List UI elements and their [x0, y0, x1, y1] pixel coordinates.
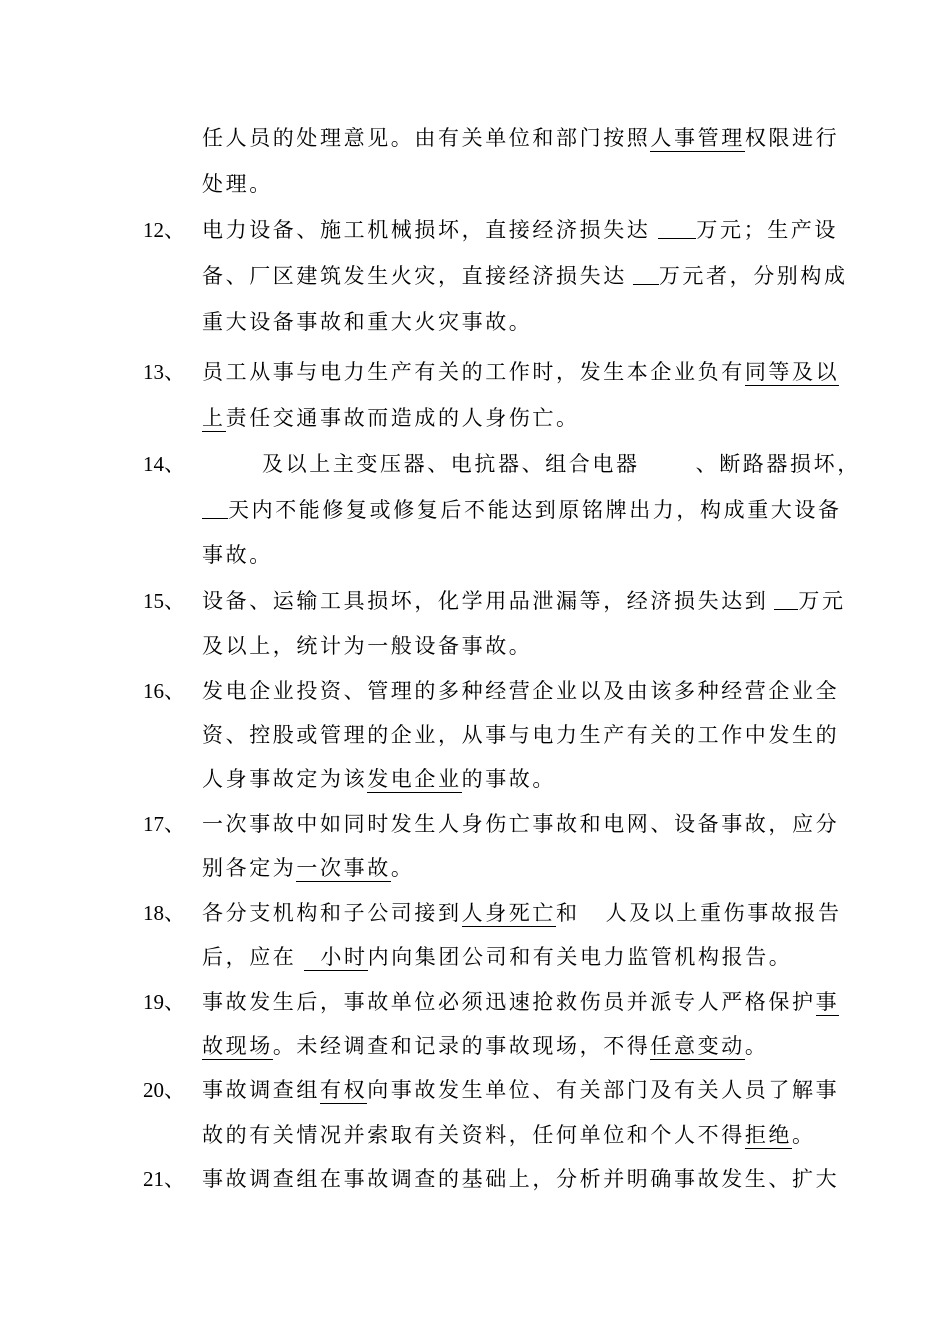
- answer-blank: [774, 587, 798, 610]
- text: 事故。: [202, 543, 273, 567]
- item-16-line-1: [202, 677, 839, 705]
- text: 万元者，分别构成: [658, 264, 848, 288]
- text: 任人员的处理意见。由有关单位和部门按照: [202, 126, 651, 150]
- text: 向事故发生单位、有关部门及有关人员了解事: [367, 1078, 840, 1102]
- item-12-line-1: [202, 216, 838, 244]
- text: 别各定为: [202, 856, 297, 880]
- text: 的事故。: [461, 767, 557, 791]
- text: 资、控股或管理的企业，从事与电力生产有关的工作中发生的: [202, 723, 840, 747]
- filled-answer: 人事管理: [650, 126, 745, 150]
- item-number-21: 21、: [143, 1167, 185, 1191]
- text: 权限进行: [744, 126, 840, 150]
- text: 人及以上重伤事故报告: [605, 901, 842, 925]
- item-20-line-1: [202, 1076, 839, 1104]
- filled-answer: 事: [815, 990, 840, 1014]
- item-number-18: 18、: [143, 901, 185, 925]
- item-14-line-2: [202, 496, 842, 524]
- filled-answer: 发电企业: [367, 767, 462, 791]
- item-14-line-3: [202, 541, 273, 569]
- item-16-line-2: [202, 721, 839, 749]
- text: 电力设备、施工机械损坏，直接经济损失达: [202, 218, 651, 242]
- text: 责任交通事故而造成的人身伤亡。: [225, 406, 580, 430]
- text: 。: [792, 1123, 816, 1147]
- item-15-line-1: [202, 587, 846, 615]
- filled-answer: 有权: [320, 1078, 368, 1102]
- text: 设备、运输工具损坏，化学用品泄漏等，经济损失达到: [202, 589, 769, 613]
- text: 人身事故定为该: [202, 767, 368, 791]
- filled-answer: 一次事故: [296, 856, 391, 880]
- text: 员工从事与电力生产有关的工作时，发生本企业负有: [202, 360, 745, 384]
- item-number-13: 13、: [143, 360, 185, 384]
- text: 发电企业投资、管理的多种经营企业以及由该多种经营企业全: [202, 679, 840, 703]
- text: 各分支机构和子公司接到: [202, 901, 462, 925]
- text: 、断路器损坏，: [695, 452, 861, 476]
- item-12-line-2: [202, 262, 848, 290]
- text: 内向集团公司和有关电力监管机构报告。: [367, 945, 793, 969]
- text: 及以上，统计为一般设备事故。: [202, 634, 533, 658]
- answer-blank: [202, 496, 228, 519]
- filled-answer: 小时: [304, 945, 367, 971]
- item-17-line-2: [202, 854, 414, 882]
- text: 处理。: [202, 172, 273, 196]
- item-11-line-1: [202, 124, 839, 152]
- item-13-line-1: [202, 358, 839, 386]
- item-number-14: 14、: [143, 452, 185, 476]
- item-number-17: 17、: [143, 812, 185, 836]
- text: 万元；生产设: [696, 218, 839, 242]
- filled-answer: 拒绝: [744, 1123, 793, 1147]
- text: 事故发生后，事故单位必须迅速抢救伤员并派专人严格保护: [202, 990, 816, 1014]
- item-number-16: 16、: [143, 679, 185, 703]
- text: 故的有关情况并索取有关资料，任何单位和个人不得: [202, 1123, 745, 1147]
- text: 万元: [798, 589, 846, 613]
- text: 一次事故中如同时发生人身伤亡事故和电网、设备事故，应分: [202, 812, 840, 836]
- item-19-line-2: [202, 1032, 768, 1060]
- item-18-line-2: [202, 943, 792, 971]
- item-21-line-1: [202, 1165, 839, 1193]
- answer-blank: [633, 262, 659, 285]
- item-17-line-1: [202, 810, 839, 838]
- text: 。未经调查和记录的事故现场，不得: [272, 1034, 651, 1058]
- item-11-line-2: [202, 170, 273, 198]
- item-20-line-2: [202, 1121, 816, 1149]
- text: 事故调查组: [202, 1078, 320, 1102]
- item-19-line-1: [202, 988, 839, 1016]
- item-number-20: 20、: [143, 1078, 185, 1102]
- text: 。: [744, 1034, 769, 1058]
- text: 天内不能修复或修复后不能达到原铭牌出力，构成重大设备: [228, 498, 842, 522]
- item-number-19: 19、: [143, 990, 185, 1014]
- item-14-line-1: [202, 450, 861, 478]
- answer-blank: [658, 216, 696, 239]
- filled-answer: 上: [202, 406, 226, 430]
- text: 重大设备事故和重大火灾事故。: [202, 310, 533, 334]
- text: 备、厂区建筑发生火灾，直接经济损失达: [202, 264, 627, 288]
- text: 和: [556, 901, 580, 925]
- text: 。: [390, 856, 415, 880]
- item-18-line-1: [202, 899, 842, 927]
- text: 及以上主变压器、电抗器、组合电器: [262, 452, 640, 476]
- text: 事故调查组在事故调查的基础上，分析并明确事故发生、扩大: [202, 1167, 840, 1191]
- filled-answer: 故现场: [202, 1034, 273, 1058]
- filled-answer: 人身死亡: [461, 901, 557, 925]
- item-15-line-2: [202, 632, 532, 660]
- item-16-line-3: [202, 765, 556, 793]
- item-number-12: 12、: [143, 218, 185, 242]
- filled-answer: 同等及以: [744, 360, 840, 384]
- item-number-15: 15、: [143, 589, 185, 613]
- text: 后，应在: [202, 945, 297, 969]
- item-12-line-3: [202, 308, 532, 336]
- filled-answer: 任意变动: [650, 1034, 745, 1058]
- item-13-line-2: [202, 404, 580, 432]
